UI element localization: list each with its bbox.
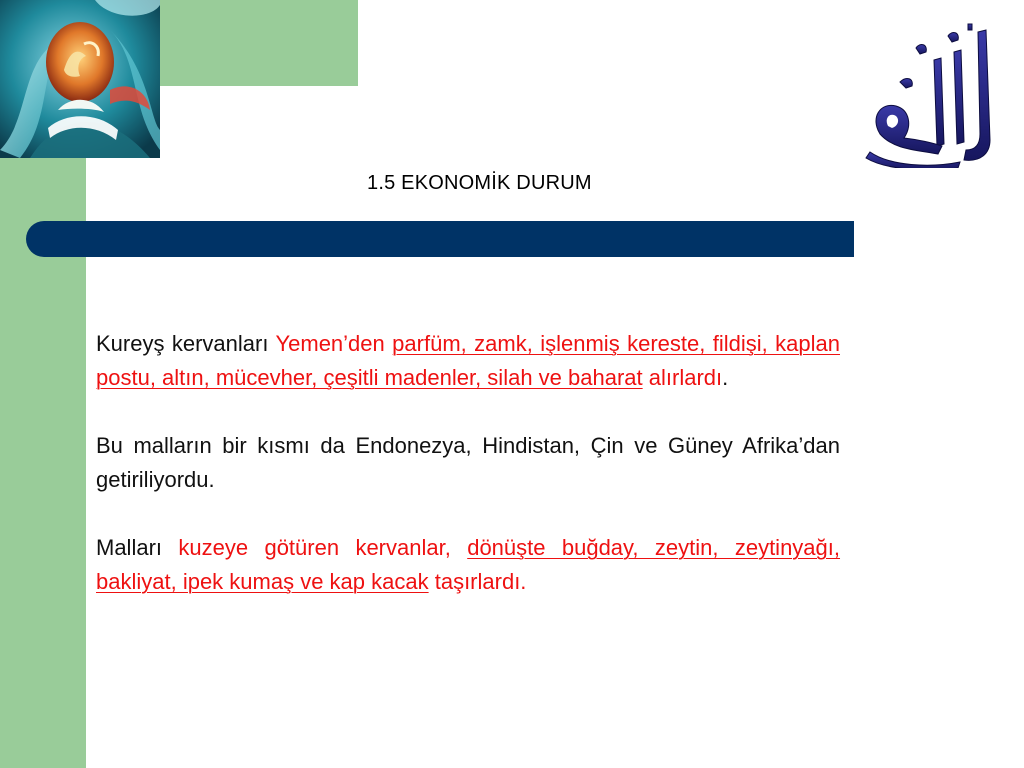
- slide-body: [96, 327, 840, 633]
- paragraph-return-cargo: [96, 531, 840, 599]
- paragraph-trade-goods: [96, 327, 840, 395]
- text-segment-red: taşırlardı.: [428, 569, 527, 594]
- text-segment-red-underlined: parfüm, zamk, işlenmiş kereste, fildişi, kaplan postu, altın, mücevher, çeşitli madenler, silah ve baharat: [96, 331, 840, 390]
- text-segment-red-underlined: dönüşte buğday, zeytin, zeytinyağı, bakliyat, ipek kumaş ve kap kacak: [96, 535, 841, 594]
- text-segment: Malları: [96, 535, 179, 560]
- title-underline-bar: [26, 221, 854, 257]
- text-segment: .: [722, 365, 729, 390]
- text-segment-red: kuzeye götüren kervanlar,: [178, 535, 468, 560]
- text-segment: Kureyş kervanları: [96, 331, 276, 356]
- text-segment-red: alırlardı: [642, 365, 723, 390]
- text-segment: Bu malların bir kısmı da Endonezya, Hindistan, Çin ve Güney Afrika’dan getiriliyordu.: [96, 433, 840, 492]
- paragraph-origins: [96, 429, 840, 497]
- slide-title: 1.5 EKONOMİK DURUM: [367, 172, 592, 194]
- muhammad-calligraphy-art-icon: [0, 0, 160, 158]
- text-segment-red: Yemen’den: [275, 331, 393, 356]
- allah-calligraphy-icon: [860, 22, 1000, 168]
